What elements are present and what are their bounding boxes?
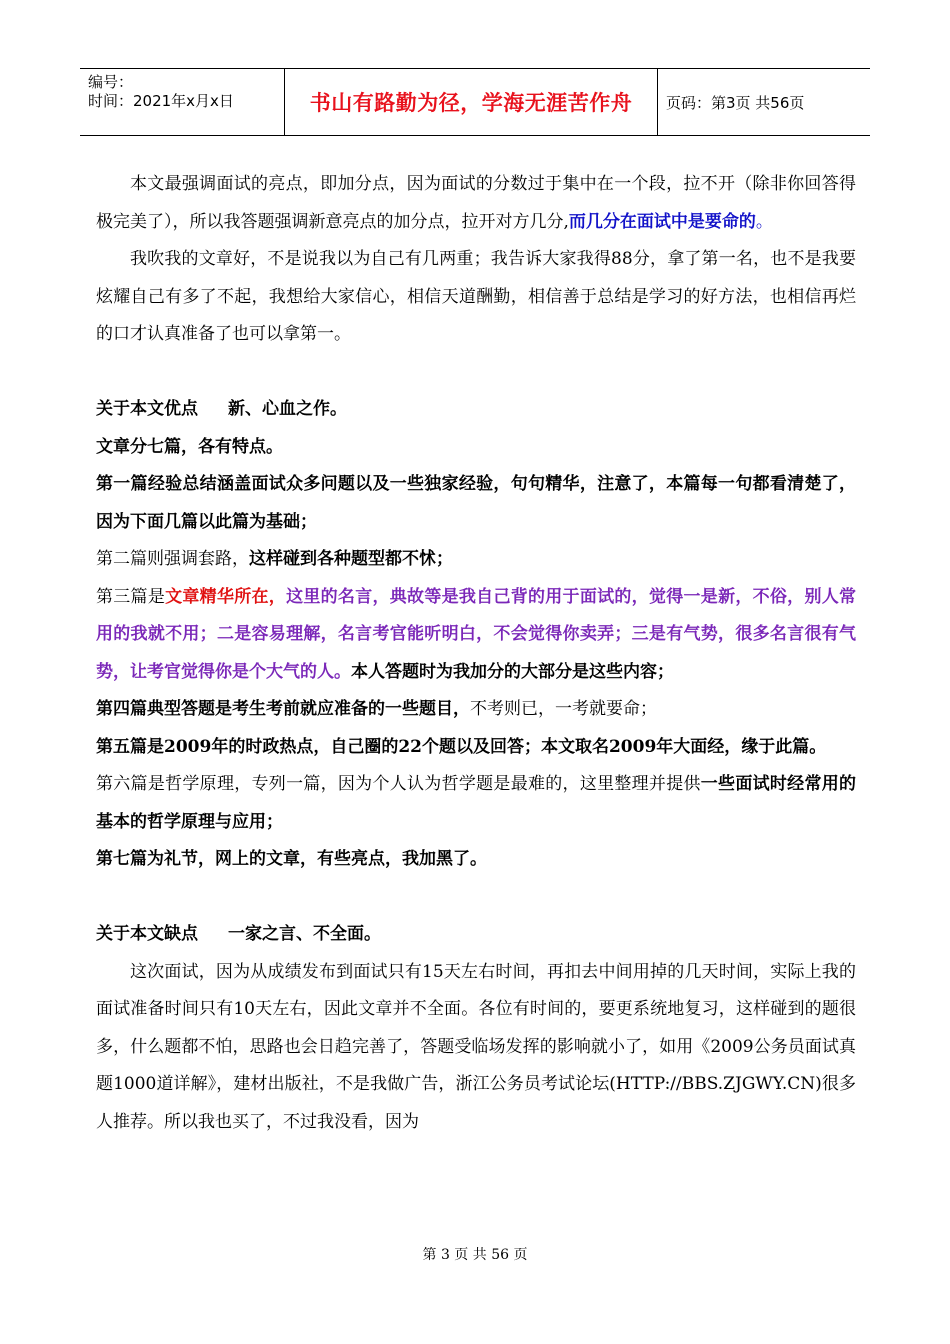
- header-date-label: 时间：2021年x月x日: [88, 92, 234, 110]
- emphasis-text: 文章精华所在，: [165, 586, 287, 607]
- text-run: 不考则已，一考就要命；: [470, 699, 657, 719]
- emphasis-text: 一些面试时经常用的基本的哲学原理与应用；: [96, 774, 857, 832]
- emphasis-text: 这里的名言，典故等是我自己背的用于面试的，觉得一是新，不俗，别人常用的我就不用；二是容易理解，名言考官能听明白，不会觉得你卖弄；三是有气势，很多名言很有气势，让考官觉得你是个大气的人。: [96, 586, 857, 682]
- text-run: 第六篇是哲学原理，专列一篇，因为个人认为哲学题是最难的，这里整理并提供: [96, 774, 701, 794]
- heading-tail: 新、心血之作。: [228, 399, 347, 419]
- emphasis-text: 本人答题时为我加分的大部分是这些内容；: [351, 661, 674, 682]
- heading-text: 关于本文缺点: [96, 924, 198, 944]
- spacer: [96, 354, 856, 392]
- strengths-line-1: 文章分七篇，各有特点。: [96, 436, 283, 457]
- header-code-label: 编号：: [88, 73, 134, 91]
- emphasis-text: 第四篇典型答题是考生考前就应准备的一些题目，: [96, 699, 470, 719]
- emphasis-text: 这样碰到各种题型都不怵；: [249, 549, 453, 569]
- strengths-line-4: [96, 579, 856, 692]
- document-body: [96, 166, 856, 1141]
- text-run: 第二篇则强调套路，: [96, 549, 249, 569]
- strengths-line-8: 第七篇为礼节，网上的文章，有些亮点，我加黑了。: [96, 849, 487, 869]
- emphasis-text: 而几分在面试中是要命的: [568, 211, 756, 232]
- strengths-heading: [96, 391, 856, 429]
- header-motto-cell: [284, 69, 658, 135]
- intro-paragraph-1: [96, 166, 856, 241]
- intro-paragraph-2: 我吹我的文章好，不是说我以为自己有几两重；我告诉大家我得88分，拿了第一名，也不是我要炫耀自己有多了不起，我想给大家信心，相信天道酬勤，相信善于总结是学习的好方法，也相信再烂的口才认真准备了也可以拿第一。: [96, 249, 856, 344]
- text-run: 第三篇是: [96, 586, 166, 607]
- strengths-line-2: 第一篇经验总结涵盖面试众多问题以及一些独家经验，句句精华，注意了，本篇每一句都看清楚了，因为下面几篇以此篇为基础；: [96, 474, 856, 532]
- header-motto: 书山有路勤为径，学海无涯苦作舟: [309, 91, 633, 115]
- header-table: [80, 68, 870, 136]
- page-footer: 第 3 页 共 56 页: [422, 1247, 528, 1263]
- strengths-line-5: [96, 691, 856, 729]
- header-page-info: 页码：第3页 共56页: [666, 93, 805, 112]
- strengths-line-7: [96, 766, 856, 841]
- strengths-line-6: 第五篇是2009年的时政热点，自己圈的22个题以及回答；本文取名2009年大面经，缘于此篇。: [96, 736, 827, 757]
- strengths-line-3: [96, 541, 856, 579]
- heading-text: 关于本文优点: [96, 399, 198, 419]
- heading-tail: 一家之言、不全面。: [228, 924, 381, 944]
- header-left-cell: [80, 69, 284, 135]
- text-run: 。: [755, 211, 773, 232]
- spacer: [96, 879, 856, 917]
- weaknesses-paragraph-1: 这次面试，因为从成绩发布到面试只有15天左右时间，再扣去中间用掉的几天时间，实际上我的面试准备时间只有10天左右，因此文章并不全面。各位有时间的，要更系统地复习，这样碰到的题很多，什么题都不怕，思路也会日趋完善了，答题受临场发挥的影响就小了，如用《2009公务员面试真题1000道详解》，建材出版社，不是我做广告，浙江公务员考试论坛(HTTP://BBS.ZJGWY.CN)很多人推荐。所以我也买了，不过我没看，因为: [96, 961, 856, 1132]
- header-page-cell: [658, 69, 870, 135]
- text-run: 本文最强调面试的亮点，即加分点，因为面试的分数过于集中在一个段，拉不开（除非你回答得极完美了），所以我答题强调新意亮点的加分点，拉开对方几分,: [96, 174, 856, 232]
- weaknesses-heading: [96, 916, 856, 954]
